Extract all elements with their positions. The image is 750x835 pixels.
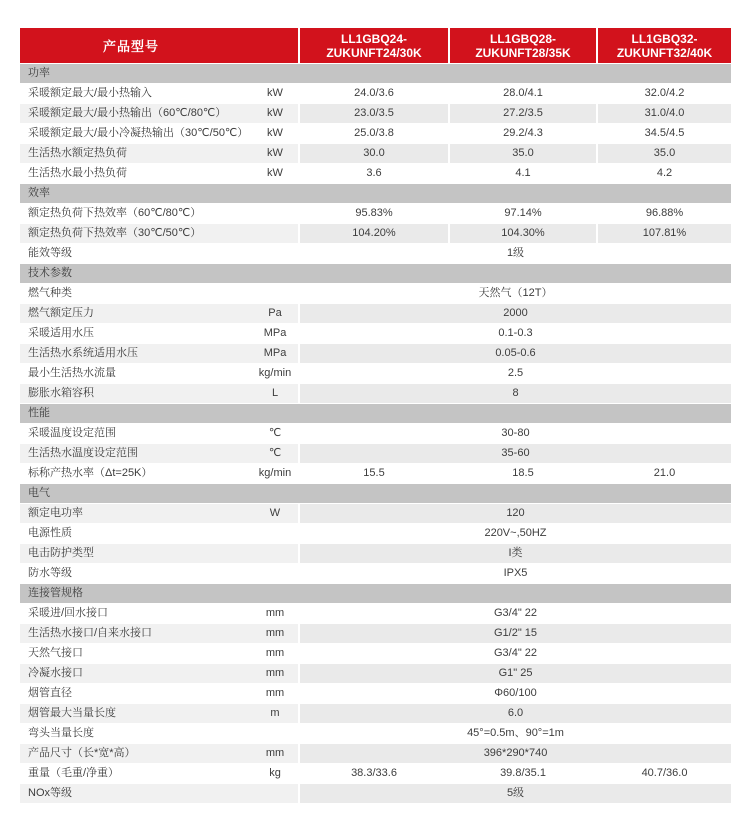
param-value-model-2: 97.14%	[448, 204, 596, 223]
param-unit: kg/min	[258, 467, 292, 479]
param-value-model-1: 95.83%	[298, 204, 448, 223]
param-label: 电源性质	[28, 527, 72, 539]
param-label: 生活热水系统适用水压	[20, 344, 252, 363]
param-value-model-1: 24.0/3.6	[298, 84, 448, 103]
header-model-2	[448, 28, 596, 63]
param-value-merged: 396*290*740	[298, 744, 731, 763]
spec-row	[20, 83, 731, 103]
param-unit: MPa	[252, 344, 298, 363]
param-value-model-3: 96.88%	[596, 204, 731, 223]
spec-row	[20, 423, 731, 443]
spec-row	[20, 703, 731, 723]
spec-row	[20, 623, 731, 643]
product-spec-table	[20, 28, 731, 803]
spec-row	[20, 203, 731, 223]
param-label: 生活热水额定热负荷	[20, 144, 252, 163]
param-label: 额定热负荷下热效率（60℃/80℃）	[28, 207, 202, 219]
param-unit	[252, 544, 298, 563]
param-unit: mm	[252, 664, 298, 683]
param-unit: kg	[269, 767, 281, 779]
param-value-merged: 1级	[298, 244, 731, 263]
param-label: 生活热水最小热负荷	[28, 167, 127, 179]
section-header-row: 功率	[20, 63, 731, 83]
param-unit: Pa	[252, 304, 298, 323]
param-value-merged: 天然气（12T）	[298, 284, 731, 303]
param-unit: ℃	[268, 427, 282, 439]
param-value-model-2: 27.2/3.5	[448, 104, 596, 123]
param-label: 冷凝水接口	[20, 664, 252, 683]
param-value-model-1: 30.0	[298, 144, 448, 163]
param-value-model-3: 31.0/4.0	[596, 104, 731, 123]
header-product-model-label: 产品型号	[102, 39, 159, 54]
section-header-row: 电气	[20, 483, 731, 503]
table-body	[20, 63, 731, 803]
param-value-model-1: 23.0/3.5	[298, 104, 448, 123]
spec-row	[20, 603, 731, 623]
param-value-model-1: 15.5	[298, 464, 448, 483]
param-unit	[252, 724, 298, 743]
spec-row	[20, 323, 731, 343]
param-value-model-1: 104.20%	[298, 224, 448, 243]
spec-row	[20, 363, 731, 383]
param-unit: L	[252, 384, 298, 403]
param-unit: mm	[265, 687, 285, 699]
param-unit: W	[252, 504, 298, 523]
param-unit: kW	[267, 87, 283, 99]
param-value-merged: G1" 25	[298, 664, 731, 683]
param-value-model-1: 38.3/33.6	[298, 764, 448, 783]
param-label: 电击防护类型	[20, 544, 252, 563]
param-label: 生活热水温度设定范围	[20, 444, 252, 463]
spec-row	[20, 223, 731, 243]
param-unit	[252, 524, 298, 543]
spec-row	[20, 723, 731, 743]
spec-row	[20, 163, 731, 183]
param-value-model-2: 29.2/4.3	[448, 124, 596, 143]
spec-row	[20, 303, 731, 323]
model-2-line2: ZUKUNFT28/35K	[475, 45, 571, 60]
spec-row	[20, 783, 731, 803]
param-label: 采暖温度设定范围	[28, 427, 116, 439]
spec-row	[20, 123, 731, 143]
param-unit	[252, 784, 298, 803]
section-header-row: 连接管规格	[20, 583, 731, 603]
spec-row	[20, 543, 731, 563]
param-value-merged: 120	[298, 504, 731, 523]
param-value-model-2: 18.5	[448, 464, 596, 483]
section-header-row: 效率	[20, 183, 731, 203]
param-label: 天然气接口	[28, 647, 83, 659]
param-value-merged: 35-60	[298, 444, 731, 463]
param-unit	[252, 244, 298, 263]
param-value-model-3: 35.0	[596, 144, 731, 163]
param-label: 膨胀水箱容积	[20, 384, 252, 403]
param-unit: kW	[252, 144, 298, 163]
param-value-model-2: 28.0/4.1	[448, 84, 596, 103]
param-value-model-2: 104.30%	[448, 224, 596, 243]
param-label: 烟管最大当量长度	[20, 704, 252, 723]
param-value-model-3: 21.0	[596, 464, 731, 483]
param-unit: m	[252, 704, 298, 723]
param-unit: mm	[265, 607, 285, 619]
model-1-line1: LL1GBQ24-	[340, 31, 407, 46]
param-unit	[252, 284, 298, 303]
param-label: 采暖适用水压	[28, 327, 94, 339]
spec-row	[20, 383, 731, 403]
param-value-merged: G3/4" 22	[298, 604, 731, 623]
param-label: 采暖额定最大/最小热输入	[28, 87, 153, 99]
spec-row	[20, 683, 731, 703]
param-label: 额定热负荷下热效率（30℃/50℃）	[20, 224, 252, 243]
param-label: NOx等级	[20, 784, 252, 803]
spec-row	[20, 503, 731, 523]
spec-row	[20, 103, 731, 123]
param-unit: ℃	[252, 444, 298, 463]
model-1-line2: ZUKUNFT24/30K	[326, 45, 422, 60]
spec-row	[20, 643, 731, 663]
param-value-merged: G1/2" 15	[298, 624, 731, 643]
param-label: 弯头当量长度	[28, 727, 94, 739]
param-value-merged: 2000	[298, 304, 731, 323]
param-value-merged: I类	[298, 544, 731, 563]
param-value-model-3: 40.7/36.0	[596, 764, 731, 783]
spec-row	[20, 563, 731, 583]
param-value-model-2: 4.1	[448, 164, 596, 183]
param-label: 额定电功率	[20, 504, 252, 523]
param-label: 能效等级	[28, 247, 72, 259]
param-value-model-1: 25.0/3.8	[298, 124, 448, 143]
spec-row	[20, 143, 731, 163]
param-unit: kW	[267, 127, 283, 139]
spec-row	[20, 763, 731, 783]
spec-row	[20, 283, 731, 303]
param-label: 燃气种类	[28, 287, 72, 299]
param-value-merged: IPX5	[298, 564, 731, 583]
param-value-model-2: 35.0	[448, 144, 596, 163]
model-2-line1: LL1GBQ28-	[489, 31, 556, 46]
param-value-merged: 220V~,50HZ	[298, 524, 731, 543]
header-model-3	[596, 28, 731, 63]
param-label: 最小生活热水流量	[28, 367, 116, 379]
param-value-merged: Φ60/100	[298, 684, 731, 703]
param-value-model-3: 34.5/4.5	[596, 124, 731, 143]
model-3-line1: LL1GBQ32-	[631, 31, 698, 46]
param-unit: kW	[252, 104, 298, 123]
param-label: 产品尺寸（长*宽*高）	[20, 744, 252, 763]
param-value-merged: 45°=0.5m、90°=1m	[298, 724, 731, 743]
param-unit: kg/min	[258, 367, 292, 379]
param-label: 采暖进/回水接口	[28, 607, 109, 619]
param-unit: mm	[265, 647, 285, 659]
param-label: 燃气额定压力	[20, 304, 252, 323]
param-unit: kW	[267, 167, 283, 179]
param-label: 采暖额定最大/最小冷凝热输出（30℃/50℃）	[28, 127, 249, 139]
param-value-model-3: 107.81%	[596, 224, 731, 243]
spec-row	[20, 663, 731, 683]
param-value-model-3: 32.0/4.2	[596, 84, 731, 103]
param-value-merged: 0.05-0.6	[298, 344, 731, 363]
param-value-merged: 2.5	[298, 364, 731, 383]
spec-row	[20, 523, 731, 543]
param-value-model-3: 4.2	[596, 164, 731, 183]
param-unit	[252, 204, 298, 223]
param-value-merged: 6.0	[298, 704, 731, 723]
spec-row	[20, 443, 731, 463]
param-label: 重量（毛重/净重）	[28, 767, 120, 779]
param-unit: mm	[252, 624, 298, 643]
param-label: 采暖额定最大/最小热输出（60℃/80℃）	[20, 104, 252, 123]
param-value-model-1: 3.6	[298, 164, 448, 183]
spec-row	[20, 343, 731, 363]
param-value-merged: 30-80	[298, 424, 731, 443]
param-value-merged: 0.1-0.3	[298, 324, 731, 343]
table-header-row	[20, 28, 731, 63]
param-value-merged: 5级	[298, 784, 731, 803]
param-label: 烟管直径	[28, 687, 72, 699]
spec-row	[20, 743, 731, 763]
param-value-model-2: 39.8/35.1	[448, 764, 596, 783]
spec-row	[20, 463, 731, 483]
param-unit	[252, 224, 298, 243]
param-unit	[252, 564, 298, 583]
param-label: 生活热水接口/自来水接口	[20, 624, 252, 643]
param-unit: mm	[252, 744, 298, 763]
model-3-line2: ZUKUNFT32/40K	[616, 45, 713, 60]
section-header-row: 性能	[20, 403, 731, 423]
header-model-1	[298, 28, 448, 63]
param-label: 标称产热水率（Δt=25K）	[28, 467, 153, 479]
param-value-merged: G3/4" 22	[298, 644, 731, 663]
param-unit: MPa	[263, 327, 287, 339]
param-value-merged: 8	[298, 384, 731, 403]
param-label: 防水等级	[28, 567, 72, 579]
spec-row	[20, 243, 731, 263]
section-header-row: 技术参数	[20, 263, 731, 283]
